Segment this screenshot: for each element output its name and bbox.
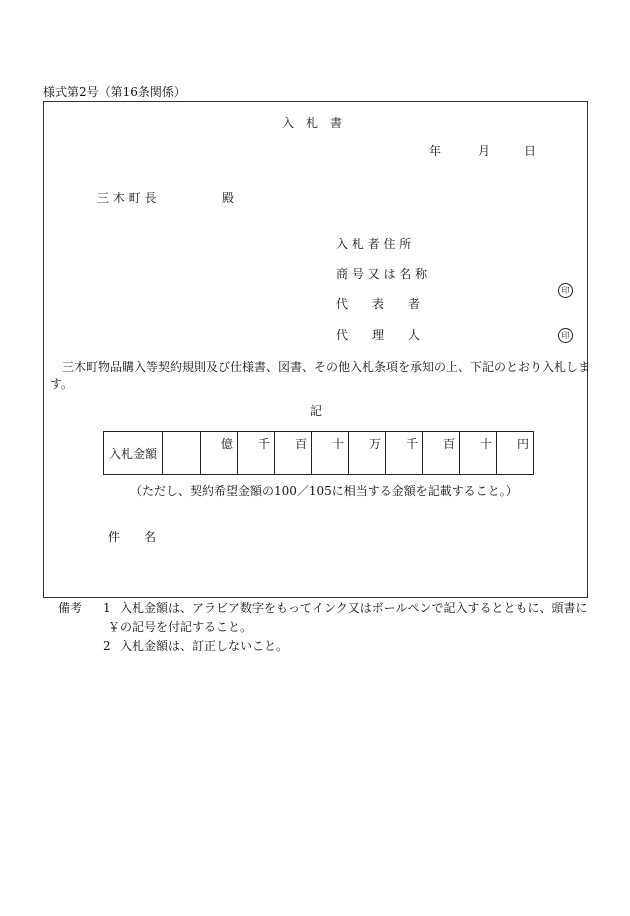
unit-juu: 十 <box>312 432 349 475</box>
remarks-heading: 備考 <box>58 601 83 615</box>
unit-hyaku: 百 <box>275 432 312 475</box>
subject-label: 件 名 <box>108 530 157 544</box>
business-name-label: 商 号 又 は 名 称 <box>336 267 428 281</box>
amount-note: （ただし、契約希望金額の100／105に相当する金額を記載すること。） <box>130 484 518 498</box>
addressee-honorific: 殿 <box>222 191 235 205</box>
date-month: 月 <box>478 144 491 158</box>
seal-mark-icon: 印 <box>558 283 573 298</box>
ki-heading: 記 <box>310 404 323 418</box>
unit-en: 円 <box>497 432 534 475</box>
form-title: 入 札 書 <box>282 116 343 130</box>
remark-1-line-1: 入札金額は、アラビア数字をもってインク又はボールペンで記入するとともに、頭書に <box>120 601 588 615</box>
date-year: 年 <box>429 144 442 158</box>
agent-label: 代 理 人 <box>336 328 421 342</box>
addressee-name: 三 木 町 長 <box>97 191 157 205</box>
unit-hyaku: 百 <box>423 432 460 475</box>
unit-juu: 十 <box>460 432 497 475</box>
remark-1-number: 1 <box>103 601 111 615</box>
date-day: 日 <box>524 144 537 158</box>
unit-sen: 千 <box>386 432 423 475</box>
body-text-line-2: す。 <box>50 377 74 391</box>
unit-sen: 千 <box>238 432 275 475</box>
unit-oku: 億 <box>201 432 238 475</box>
unit-man: 万 <box>349 432 386 475</box>
remark-2-number: 2 <box>103 639 111 653</box>
body-text-line-1: 三木町物品購入等契約規則及び仕様書、図書、その他入札条項を承知の上、下記のとおり入札しま <box>62 360 591 374</box>
amount-label: 入札金額 <box>104 432 163 475</box>
form-number: 様式第2号（第16条関係） <box>43 85 186 99</box>
seal-mark-icon: 印 <box>558 328 573 343</box>
amount-blank-cell <box>163 432 201 475</box>
amount-table <box>103 431 534 475</box>
bidder-address-label: 入 札 者 住 所 <box>336 237 412 251</box>
remark-2-text: 入札金額は、訂正しないこと。 <box>120 639 289 653</box>
remark-1-line-2: ￥の記号を付記すること。 <box>108 620 253 634</box>
bid-form-frame <box>43 101 591 598</box>
representative-label: 代 表 者 <box>336 297 421 311</box>
